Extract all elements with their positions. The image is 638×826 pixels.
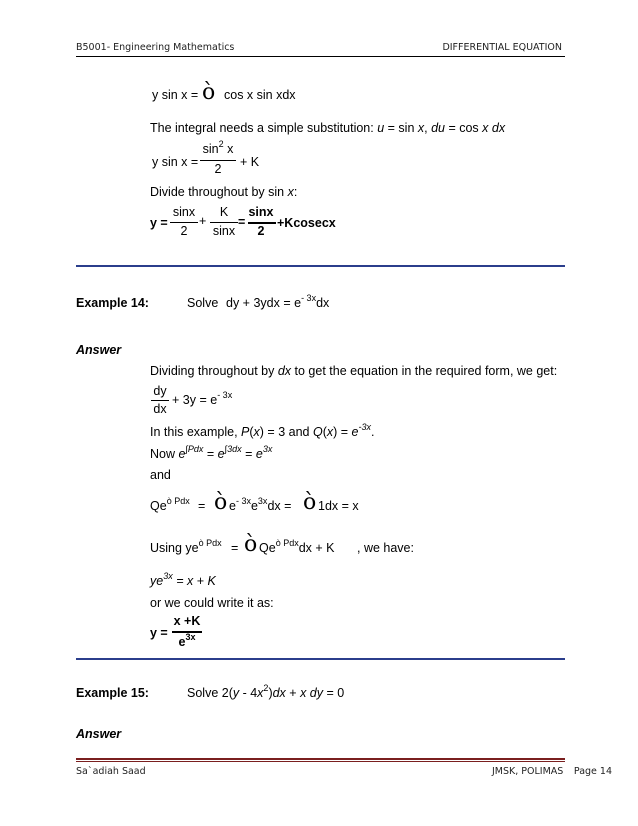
result-line: $ye^{3x} = x + K$	[150, 571, 216, 588]
answer-heading: Answer	[76, 727, 122, 741]
de-rest: + $3y = e^{- 3x}$	[172, 390, 233, 407]
eq2-denominator: 2	[214, 162, 222, 176]
final-den: $e^{3x}$	[178, 632, 196, 649]
using-eq: =	[231, 541, 239, 555]
final-num: x +K	[173, 614, 201, 628]
q-line-e: 1dx = x	[318, 499, 359, 513]
integral-sign: ò	[303, 490, 317, 515]
eq3-tail: +Kcosecx	[277, 216, 336, 230]
eq3-n3: sinx	[248, 205, 274, 219]
de-num: dy	[153, 384, 167, 398]
eq3-n2: K	[219, 205, 229, 219]
dividing-note: Dividing throughout by dx to get the equation in the required form, we get:	[150, 364, 558, 378]
eq3-plus: +	[199, 214, 207, 228]
integral-sign: ò	[214, 490, 228, 515]
eq3-bar2	[210, 222, 238, 223]
and-text: and	[150, 468, 171, 482]
section-divider	[76, 265, 565, 267]
now-line: Now $e^{\int Pdx} = e^{\int 3dx} = e^{3x}$	[150, 444, 273, 461]
q-line-b: $e^{- 3x}e^{3x}dx$ =	[229, 496, 292, 513]
using-b: $Qe^{ò Pdx}dx + K$	[259, 538, 335, 555]
could-write: or we could write it as:	[150, 596, 274, 610]
integral-sign: ò	[244, 532, 258, 557]
eq3-eq: =	[238, 215, 246, 229]
final-y: y =	[150, 626, 168, 640]
example-14-equation: dy + $3ydx = e^{- 3x}dx$	[226, 293, 330, 310]
footer-center: JMSK, POLIMAS	[492, 766, 564, 777]
eq3-y: y =	[150, 216, 168, 230]
example-15-equation: Solve $2(y - 4x^2)dx + x$ dy = 0	[187, 683, 345, 700]
pq-note: In this example, P(x) = 3 and $Q(x) = e^{-3x}$.	[150, 422, 375, 439]
eq2-numerator: $\sin^2 x$	[202, 139, 234, 156]
footer-rule-thin	[76, 761, 565, 762]
q-line-eq: =	[198, 499, 206, 513]
eq2-tail: + K	[240, 155, 260, 169]
example-15-label: Example 15:	[76, 686, 149, 700]
eq2-fraction-bar	[200, 160, 236, 161]
eq3-n1: sinx	[172, 205, 196, 219]
header-right: DIFFERENTIAL EQUATION	[442, 42, 562, 53]
answer-heading: Answer	[76, 343, 122, 357]
section-divider	[76, 658, 565, 660]
eq1-rhs: cos x sin xdx	[224, 88, 296, 102]
eq3-d3: 2	[257, 224, 265, 238]
footer-left: Sa`adiah Saad	[76, 766, 146, 777]
page-number: Page 14	[573, 766, 612, 777]
de-den: dx	[153, 402, 167, 416]
eq3-d1: 2	[180, 224, 188, 238]
eq3-bar1	[170, 222, 198, 223]
using-d: , we have:	[357, 541, 414, 555]
de-bar	[151, 400, 169, 401]
q-line-a: $Qe^{ò Pdx}$	[150, 496, 190, 513]
example-14-solve: Solve	[187, 296, 219, 310]
header-left: B5001- Engineering Mathematics	[76, 42, 235, 53]
footer-rule	[76, 758, 565, 760]
substitution-note: The integral needs a simple substitution: u = sin x, du = cos x dx	[150, 121, 506, 135]
example-14-label: Example 14:	[76, 296, 149, 310]
eq3-d2: sinx	[212, 224, 236, 238]
header-rule	[76, 56, 565, 57]
using-a: Using $ye^{ò Pdx}$	[150, 538, 222, 555]
divide-note: Divide throughout by sin x:	[150, 185, 298, 199]
eq2-lhs: y sin x =	[152, 155, 199, 169]
integral-sign: ò	[202, 80, 216, 105]
eq1-lhs: y sin x =	[152, 88, 199, 102]
